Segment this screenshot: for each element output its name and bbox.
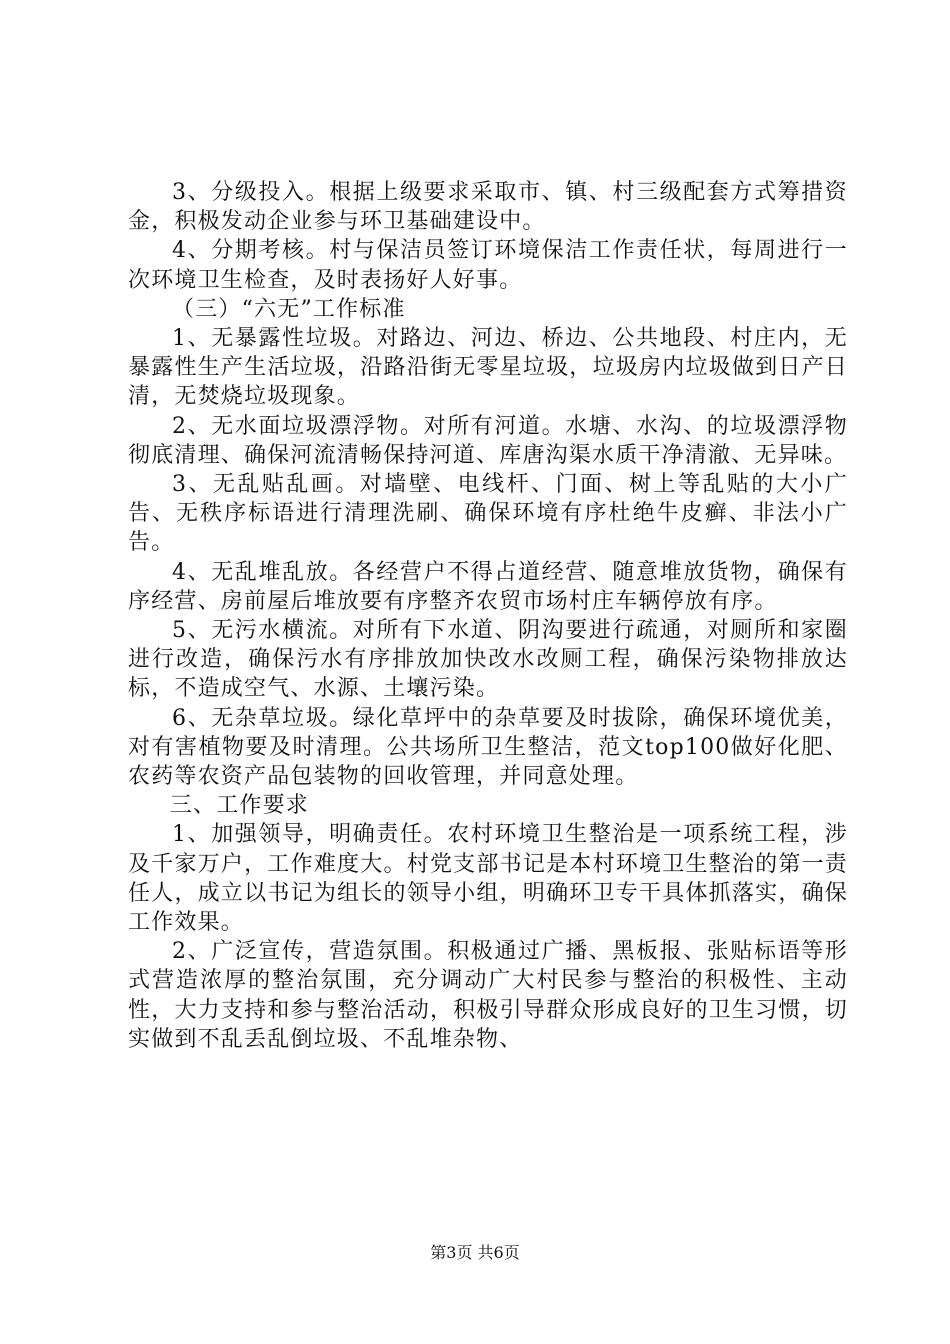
paragraph-p-1-lingdao: 1、加强领导，明确责任。农村环境卫生整治是一项系统工程，涉及千家万户，工作难度大。村党支部书记是本村环境卫生整治的第一责任人，成立以书记为组长的领导小组，明确环卫专干具体抓落实，确保工作效果。 bbox=[128, 822, 848, 936]
paragraph-p-2-wushuimian: 2、无水面垃圾漂浮物。对所有河道。水塘、水沟、的垃圾漂浮物彻底清理、确保河流清畅保持河道、库唐沟渠水质干净清澈、无异味。 bbox=[128, 413, 848, 468]
section-heading-h-yaoqiu: 三、工作要求 bbox=[169, 793, 309, 819]
paragraph-p-4-wuluandui: 4、无乱堆乱放。各经营户不得占道经营、随意堆放货物，确保有序经营、房前屋后堆放要有序整齐农贸市场村庄车辆停放有序。 bbox=[128, 559, 848, 614]
paragraph-p-3-fenji: 3、分级投入。根据上级要求采取市、镇、村三级配套方式筹措资金，积极发动企业参与环卫基础建设中。 bbox=[128, 180, 848, 235]
paragraph-p-6-wuzacao: 6、无杂草垃圾。绿化草坪中的杂草要及时拔除，确保环境优美，对有害植物要及时清理。公共场所卫生整洁，范文top100做好化肥、农药等农资产品包装物的回收管理，并同意处理。 bbox=[128, 705, 848, 790]
page-footer: 第3页 共6页 bbox=[430, 1243, 520, 1262]
paragraph-p-5-wuwushui: 5、无污水横流。对所有下水道、阴沟要进行疏通，对厕所和家圈进行改造，确保污水有序排放加快改水改厕工程，确保污染物排放达标，不造成空气、水源、土壤污染。 bbox=[128, 618, 848, 702]
paragraph-p-3-wuluantie: 3、无乱贴乱画。对墙壁、电线杆、门面、树上等乱贴的大小广告、无秩序标语进行清理洗刷、确保环境有序杜绝牛皮癣、非法小广告。 bbox=[128, 472, 848, 556]
paragraph-p-1-wubaolu: 1、无暴露性垃圾。对路边、河边、桥边、公共地段、村庄内，无暴露性生产生活垃圾，沿路沿街无零星垃圾，垃圾房内垃圾做到日产日清，无焚烧垃圾现象。 bbox=[128, 326, 848, 410]
paragraph-p-4-fenqi: 4、分期考核。村与保洁员签订环境保洁工作责任状，每周进行一次环境卫生检查，及时表扬好人好事。 bbox=[128, 238, 848, 293]
paragraph-p-2-xuanchuan: 2、广泛宣传，营造氛围。积极通过广播、黑板报、张贴标语等形式营造浓厚的整治氛围，充分调动广大村民参与整治的积极性、主动性，大力支持和参与整治活动，积极引导群众形成良好的卫生习惯，切实做到不乱丢乱倒垃圾、不乱堆杂物、 bbox=[128, 939, 848, 1052]
section-heading-h-liuwu: （三）“六无”工作标准 bbox=[172, 296, 406, 322]
document-body bbox=[128, 178, 848, 1054]
